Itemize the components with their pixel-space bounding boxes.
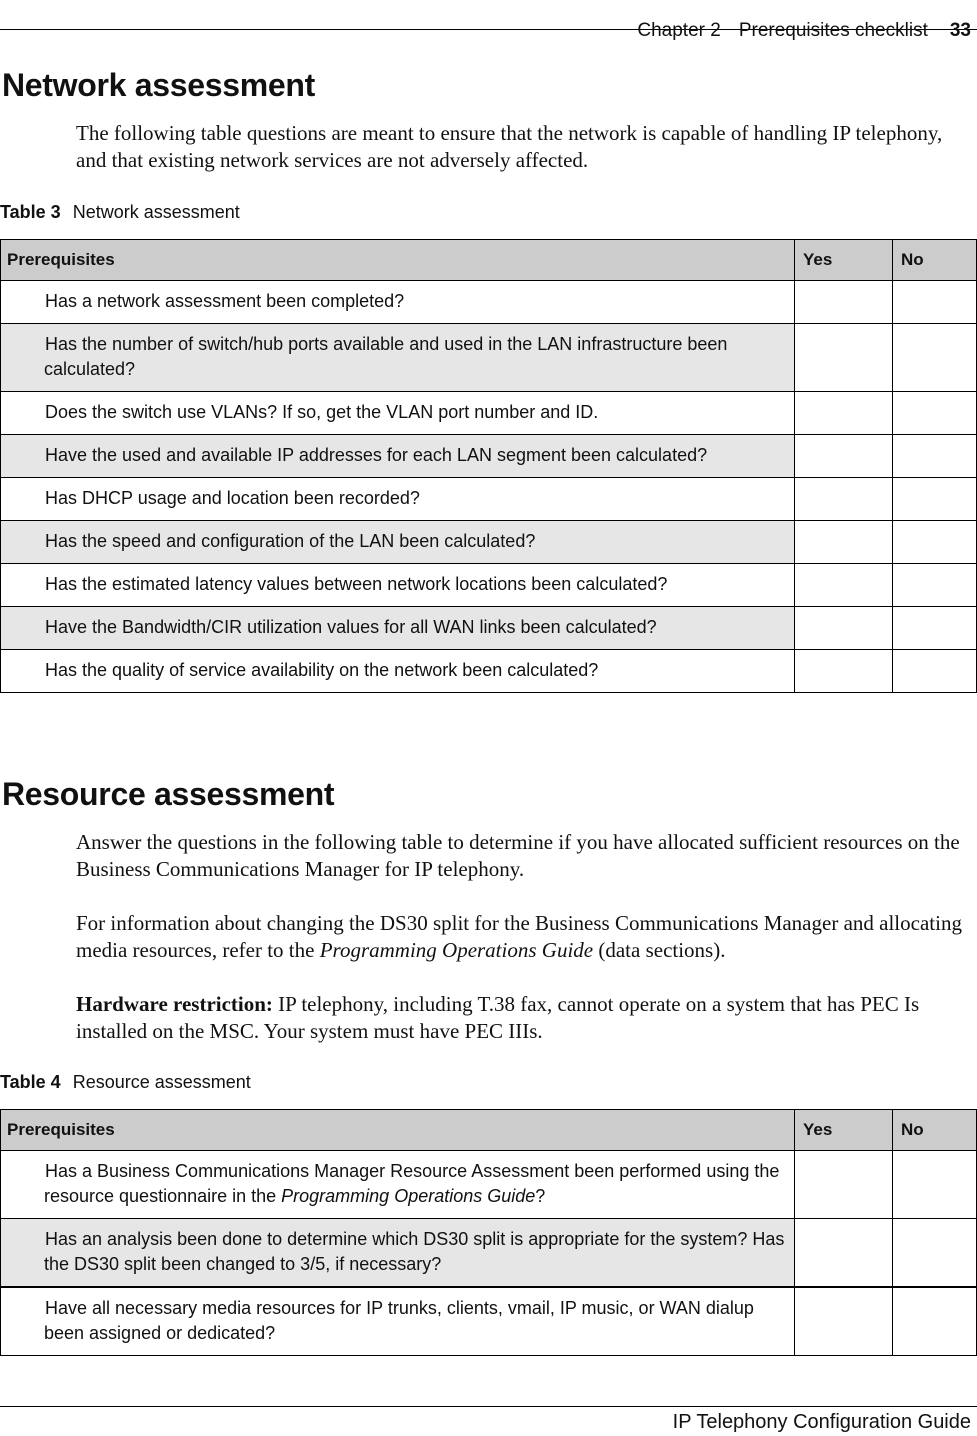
chapter-label: Chapter 2 (637, 20, 721, 41)
prerequisite-cell: Has DHCP usage and location been recorded? (1, 478, 795, 521)
programming-operations-guide-reference: Programming Operations Guide (319, 938, 594, 962)
guide-title: IP Telephony Configuration Guide (672, 1411, 971, 1433)
no-checkbox-cell[interactable] (893, 1287, 977, 1356)
prerequisite-cell: Has a Business Communications Manager Resource Assessment been performed using the resource questionnaire in the Programming Operations Guide? (1, 1151, 795, 1219)
resource-intro-paragraph: Answer the questions in the following table to determine if you have allocated sufficient resources on the Business Communications Manager for IP telephony. (76, 830, 960, 881)
yes-checkbox-cell[interactable] (795, 435, 893, 478)
hardware-restriction-note: Hardware restriction: IP telephony, including T.38 fax, cannot operate on a system that has PEC Is installed on the MSC. Your system must have PEC IIIs. (76, 992, 920, 1043)
yes-checkbox-cell[interactable] (795, 1151, 893, 1219)
table-row (1, 564, 977, 607)
network-assessment-heading: Network assessment (2, 67, 315, 103)
table-row (1, 324, 977, 392)
table-header-row (1, 240, 977, 281)
no-checkbox-cell[interactable] (893, 564, 977, 607)
yes-checkbox-cell[interactable] (795, 521, 893, 564)
column-header-no: No (893, 240, 977, 281)
running-footer (0, 1406, 977, 1433)
prerequisite-cell: Have the Bandwidth/CIR utilization values for all WAN links been calculated? (1, 607, 795, 650)
yes-checkbox-cell[interactable] (795, 607, 893, 650)
prerequisite-cell: Have the used and available IP addresses for each LAN segment been calculated? (1, 435, 795, 478)
yes-checkbox-cell[interactable] (795, 1219, 893, 1288)
network-assessment-table (0, 239, 977, 693)
no-checkbox-cell[interactable] (893, 1219, 977, 1288)
no-checkbox-cell[interactable] (893, 1151, 977, 1219)
column-header-prerequisites: Prerequisites (1, 240, 795, 281)
prerequisite-cell: Has the estimated latency values between network locations been calculated? (1, 564, 795, 607)
column-header-yes: Yes (795, 240, 893, 281)
no-checkbox-cell[interactable] (893, 324, 977, 392)
no-checkbox-cell[interactable] (893, 281, 977, 324)
page-number: 33 (949, 20, 971, 41)
running-header (0, 0, 977, 41)
table-3-caption (0, 202, 240, 223)
table-3-number: Table 3 (0, 202, 61, 222)
table-header-row (1, 1110, 977, 1151)
prerequisite-cell: Has a network assessment been completed? (1, 281, 795, 324)
section-label: Prerequisites checklist (738, 20, 928, 41)
yes-checkbox-cell[interactable] (795, 564, 893, 607)
table-row (1, 521, 977, 564)
no-checkbox-cell[interactable] (893, 478, 977, 521)
no-checkbox-cell[interactable] (893, 521, 977, 564)
no-checkbox-cell[interactable] (893, 435, 977, 478)
prerequisite-cell: Has an analysis been done to determine which DS30 split is appropriate for the system? Has the DS30 split been changed to 3/5, if necessary? (1, 1219, 795, 1288)
column-header-yes: Yes (795, 1110, 893, 1151)
resource-assessment-heading: Resource assessment (2, 776, 335, 812)
table-row (1, 392, 977, 435)
column-header-no: No (893, 1110, 977, 1151)
table-4-title: Resource assessment (72, 1072, 251, 1092)
no-checkbox-cell[interactable] (893, 607, 977, 650)
prerequisite-cell: Has the number of switch/hub ports available and used in the LAN infrastructure been calculated? (1, 324, 795, 392)
resource-reference-paragraph: For information about changing the DS30 split for the Business Communications Manager and allocating media resources, refer to the Programming Operations Guide (data sections). (76, 911, 962, 962)
column-header-prerequisites: Prerequisites (1, 1110, 795, 1151)
table-row (1, 281, 977, 324)
table-row (1, 1219, 977, 1288)
prerequisite-cell: Has the quality of service availability on the network been calculated? (1, 650, 795, 693)
table-row (1, 607, 977, 650)
hardware-restriction-label: Hardware restriction: (76, 992, 273, 1016)
prerequisite-cell: Has the speed and configuration of the LAN been calculated? (1, 521, 795, 564)
table-row (1, 1151, 977, 1219)
table-3-title: Network assessment (72, 202, 240, 222)
resource-assessment-table (0, 1109, 977, 1356)
table-4-number: Table 4 (0, 1072, 61, 1092)
yes-checkbox-cell[interactable] (795, 281, 893, 324)
prerequisite-cell: Does the switch use VLANs? If so, get the VLAN port number and ID. (1, 392, 795, 435)
table-row (1, 478, 977, 521)
table-row (1, 650, 977, 693)
yes-checkbox-cell[interactable] (795, 650, 893, 693)
table-row (1, 1287, 977, 1356)
table-row (1, 435, 977, 478)
network-intro-paragraph: The following table questions are meant to ensure that the network is capable of handling IP telephony, and that existing network services are not adversely affected. (76, 121, 943, 172)
yes-checkbox-cell[interactable] (795, 392, 893, 435)
yes-checkbox-cell[interactable] (795, 478, 893, 521)
yes-checkbox-cell[interactable] (795, 324, 893, 392)
no-checkbox-cell[interactable] (893, 392, 977, 435)
table-4-caption (0, 1072, 251, 1093)
no-checkbox-cell[interactable] (893, 650, 977, 693)
prerequisite-cell: Have all necessary media resources for IP trunks, clients, vmail, IP music, or WAN dialup been assigned or dedicated? (1, 1287, 795, 1356)
yes-checkbox-cell[interactable] (795, 1287, 893, 1356)
